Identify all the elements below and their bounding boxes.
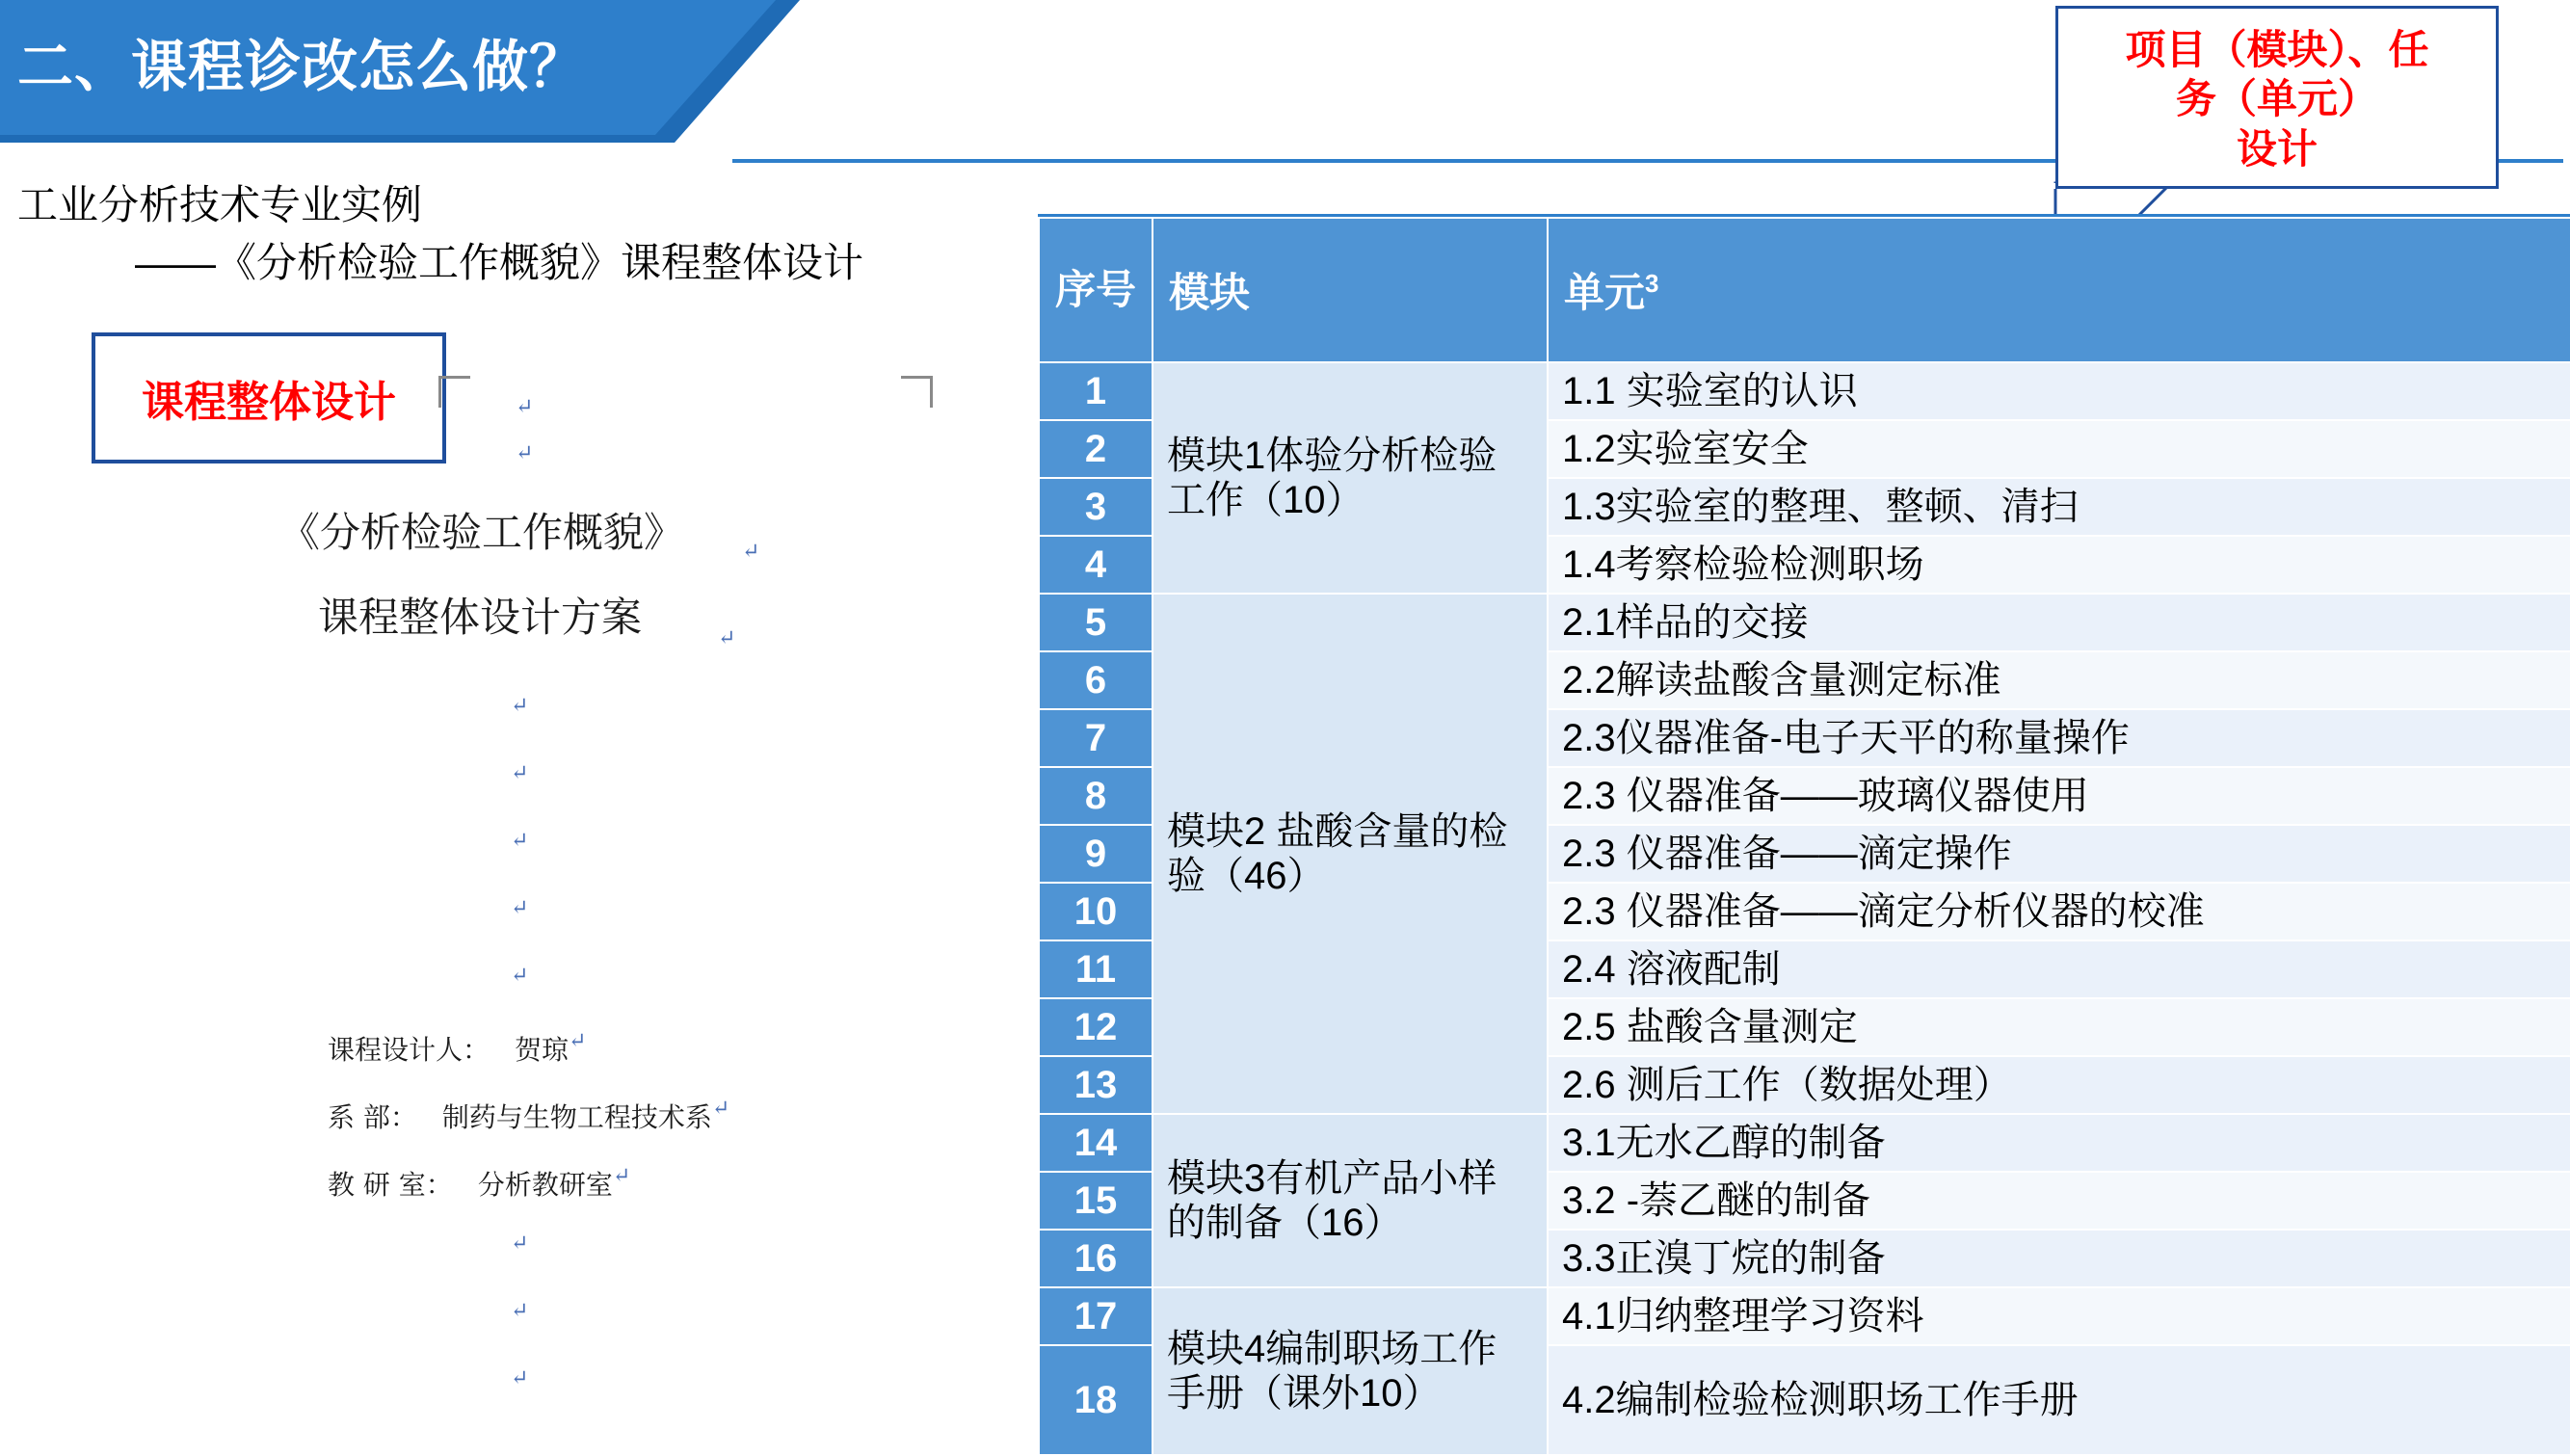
cell-unit: 3.2 -萘乙醚的制备 — [1548, 1172, 2570, 1230]
column-header-module: 模块 — [1153, 218, 1548, 362]
column-header-unit — [1548, 218, 2570, 362]
cell-unit: 3.3正溴丁烷的制备 — [1548, 1230, 2570, 1287]
doc-meta-value: 分析教研室 — [477, 1169, 613, 1201]
bubble-line-3: 设计 — [2236, 125, 2318, 172]
subtitle-primary: 工业分析技术专业实例 — [17, 182, 423, 227]
pilcrow-mark: ↵ — [711, 1097, 730, 1121]
doc-meta-department — [328, 1097, 730, 1135]
doc-meta-value: 制药与生物工程技术系 — [441, 1101, 712, 1133]
cell-unit: 2.2解读盐酸含量测定标准 — [1548, 651, 2570, 709]
cell-no: 5 — [1039, 594, 1153, 651]
cell-unit: 2.3 仪器准备——玻璃仪器使用 — [1548, 767, 2570, 825]
cell-unit: 4.2编制检验检测职场工作手册 — [1548, 1345, 2570, 1455]
page-title: 二、课程诊改怎么做？ — [17, 36, 587, 98]
pilcrow-mark: ↵ — [511, 829, 529, 853]
pilcrow-mark: ↵ — [511, 694, 529, 718]
cell-module: 模块4编制职场工作手册（课外10） — [1153, 1287, 1548, 1455]
bubble-line-2: 务（单元） — [2175, 76, 2378, 122]
column-header-no: 序号 — [1039, 218, 1153, 362]
cell-unit: 3.1无水乙醇的制备 — [1548, 1114, 2570, 1172]
cell-unit: 2.3仪器准备-电子天平的称量操作 — [1548, 709, 2570, 767]
pilcrow-mark: ↵ — [511, 1231, 529, 1256]
cell-no: 1 — [1039, 362, 1153, 420]
column-header-unit-label: 单元 — [1564, 270, 1646, 315]
cell-unit: 2.3 仪器准备——滴定操作 — [1548, 825, 2570, 883]
cell-no: 7 — [1039, 709, 1153, 767]
pilcrow-mark: ↵ — [569, 1029, 587, 1053]
callout-label: 课程整体设计 — [142, 379, 396, 426]
cell-no: 17 — [1039, 1287, 1153, 1345]
document-preview — [438, 318, 978, 1436]
pilcrow-mark: ↵ — [511, 896, 529, 920]
column-header-unit-sup: 3 — [1645, 269, 1659, 298]
course-structure-table — [1038, 214, 2570, 1456]
cell-no: 16 — [1039, 1230, 1153, 1287]
pilcrow-mark: ↵ — [718, 626, 736, 650]
cell-no: 2 — [1039, 420, 1153, 478]
pilcrow-mark: ↵ — [516, 441, 534, 465]
cell-no: 11 — [1039, 940, 1153, 998]
callout-bubble — [2055, 6, 2499, 189]
doc-meta-label: 系 部： — [328, 1101, 417, 1133]
cell-unit: 1.1 实验室的认识 — [1548, 362, 2570, 420]
crop-mark-top-right — [901, 376, 933, 408]
cell-unit: 1.4考察检验检测职场 — [1548, 536, 2570, 594]
cell-no: 15 — [1039, 1172, 1153, 1230]
pilcrow-mark: ↵ — [511, 1299, 529, 1323]
doc-meta-designer — [328, 1029, 587, 1068]
cell-no: 3 — [1039, 478, 1153, 536]
pilcrow-mark: ↵ — [511, 1366, 529, 1390]
cell-unit: 2.3 仪器准备——滴定分析仪器的校准 — [1548, 883, 2570, 940]
cell-no: 10 — [1039, 883, 1153, 940]
cell-no: 8 — [1039, 767, 1153, 825]
pilcrow-mark: ↵ — [516, 395, 534, 419]
subtitle-secondary: ——《分析检验工作概貌》课程整体设计 — [135, 240, 864, 285]
doc-meta-label: 课程设计人： — [328, 1034, 490, 1066]
doc-meta-office — [328, 1164, 631, 1203]
table-row — [1039, 362, 2570, 420]
table-row — [1039, 594, 2570, 651]
cell-module: 模块1体验分析检验工作（10） — [1153, 362, 1548, 594]
cell-module: 模块3有机产品小样的制备（16） — [1153, 1114, 1548, 1287]
doc-meta-label: 教 研 室： — [328, 1169, 453, 1201]
cell-module: 模块2 盐酸含量的检验（46） — [1153, 594, 1548, 1114]
bubble-line-1: 项目（模块）、任 — [2125, 27, 2429, 73]
cell-unit: 2.1样品的交接 — [1548, 594, 2570, 651]
table-row — [1039, 1114, 2570, 1172]
pilcrow-mark: ↵ — [511, 964, 529, 988]
pilcrow-mark: ↵ — [511, 761, 529, 785]
document-title-line-2: 课程整体设计方案 — [318, 594, 643, 641]
crop-mark-top-left — [438, 376, 470, 408]
doc-meta-value: 贺琼 — [515, 1034, 570, 1066]
cell-unit: 1.2实验室安全 — [1548, 420, 2570, 478]
cell-no: 9 — [1039, 825, 1153, 883]
pilcrow-mark: ↵ — [742, 540, 760, 564]
callout-course-design — [92, 332, 446, 463]
pilcrow-mark: ↵ — [612, 1164, 631, 1188]
cell-no: 6 — [1039, 651, 1153, 709]
cell-no: 12 — [1039, 998, 1153, 1056]
cell-unit: 1.3实验室的整理、整顿、清扫 — [1548, 478, 2570, 536]
cell-unit: 2.4 溶液配制 — [1548, 940, 2570, 998]
cell-no: 18 — [1039, 1345, 1153, 1455]
cell-unit: 4.1归纳整理学习资料 — [1548, 1287, 2570, 1345]
table-row — [1039, 1287, 2570, 1345]
table-header-row — [1039, 218, 2570, 362]
cell-no: 13 — [1039, 1056, 1153, 1114]
cell-unit: 2.6 测后工作（数据处理） — [1548, 1056, 2570, 1114]
cell-unit: 2.5 盐酸含量测定 — [1548, 998, 2570, 1056]
cell-no: 4 — [1039, 536, 1153, 594]
cell-no: 14 — [1039, 1114, 1153, 1172]
document-title-line-1: 《分析检验工作概貌》 — [279, 509, 685, 556]
